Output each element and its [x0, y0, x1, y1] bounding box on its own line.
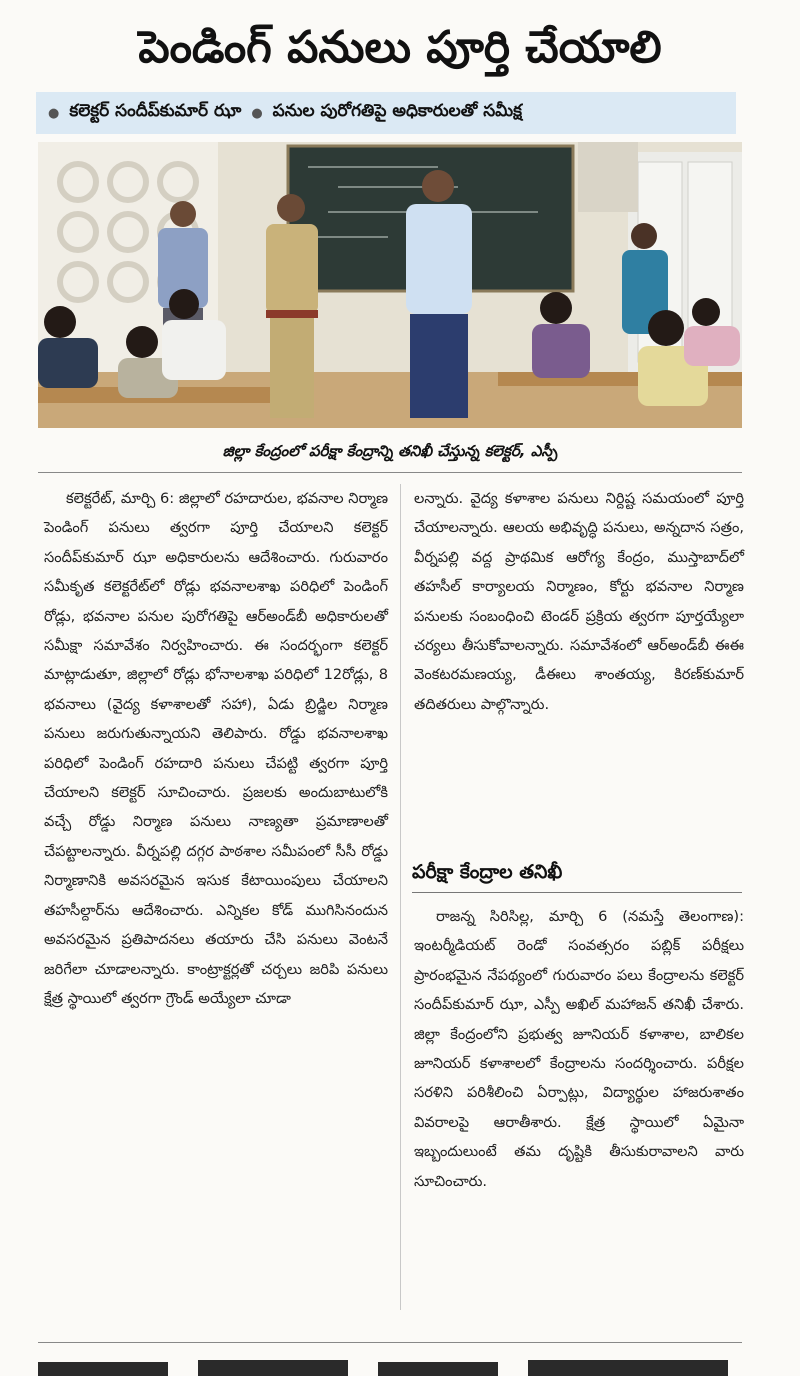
- bullet-icon: ●: [48, 105, 60, 121]
- headline: పెండింగ్‌ పనులు పూర్తి చేయాలి: [138, 22, 662, 73]
- bottom-divider: [38, 1342, 742, 1343]
- photo-caption: జిల్లా కేంద్రంలో పరీక్షా కేంద్రాన్ని తనిఖీ చేస్తున్న కలెక్టర్‌, ఎస్పీ: [222, 442, 558, 460]
- column-divider: [400, 484, 401, 1310]
- caption-divider: [38, 472, 742, 473]
- classroom-photo-illustration: [38, 142, 742, 428]
- subheadline-2: పనుల పురోగతిపై అధికారులతో సమీక్ష: [272, 101, 523, 121]
- bullet-icon: ●: [251, 105, 263, 121]
- article-paragraph: కలెక్టరేట్‌, మార్చి 6: జిల్లాలో రహదారుల, భవనాల నిర్మాణ పెండింగ్‌ పనులు త్వరగా పూర్తి చేయాలని కలెక్టర్‌ సందీప్‌కుమార్‌ ఝా అధికారులను ఆదేశించారు. గురువారం సమీకృత కలెక్టరేట్‌లో రోడ్లు భవనాలశాఖ పరిధిలో పెండింగ్‌ రోడ్లు, భవనాల పనుల పురోగతిపై ఆర్‌అండ్‌బీ అధికారులతో సమీక్షా సమావేశం నిర్వహించారు. ఈ సందర్భంగా కలెక్టర్‌ మాట్లాడుతూ, జిల్లాలో రోడ్లు భోనాలశాఖ పరిధిలో 12రోడ్లు, 8 భవనాలు (వైద్య కళాశాలతో సహా), ఏడు బ్రిడ్జిల నిర్మాణ పనులు జరుగుతున్నాయని తెలిపారు. రోడ్డు భవనాలశాఖ పరిధిలో పెండింగ్‌ రహదారి పనులు చేపట్టి త్వరగా పూర్తి చేయాలని కలెక్టర్‌ సూచించారు. ప్రజలకు అందుబాటులోకి వచ్చే రోడ్డు నిర్మాణ పనులు నాణ్యతా ప్రమాణాలతో చేపట్టాలన్నారు. వీర్నపల్లి దగ్గర పాఠశాల సమీపంలో సీసీ రోడ్డు నిర్మాణానికి అవసరమైన ఇసుక కేటాయింపులు చేయాలని తహసీల్దార్‌ను ఆదేశించారు. ఎన్నికల కోడ్‌ ముగిసినందున అవసరమైన ప్రతిపాదనలు తయారు చేసి పనులు వెంటనే జరిగేలా చూడాలన్నారు. కాంట్రాక్టర్లతో చర్చలు జరిపి పనులు క్షేత్ర స్థాయిలో త్వరగా గ్రౌండ్‌ అయ్యేలా చూడా: [44, 490, 388, 1007]
- cropped-headline-illustration: [38, 1352, 742, 1376]
- article-body-right-column-2: [414, 902, 744, 1196]
- news-photo: [38, 142, 742, 428]
- section-heading-rule: [412, 892, 742, 893]
- article-paragraph: లన్నారు. వైద్య కళాశాల పనులు నిర్దిష్ట సమయంలో పూర్తి చేయాలన్నారు. ఆలయ అభివృద్ధి పనులు, అన్నదాన సత్రం, వీర్నపల్లి వద్ద ప్రాథమిక ఆరోగ్య కేంద్రం, ముస్తాబాద్‌లో తహసీల్‌ కార్యాలయ నిర్మాణం, కోర్టు భవనాల నిర్మాణ పనులకు సంబంధించి టెండర్‌ ప్రక్రియ త్వరగా పూర్తయ్యేలా చర్యలు తీసుకోవాలన్నారు. సమావేశంలో ఆర్‌అండ్‌బీ ఈఈ వెంకటరమణయ్య, డీఈలు శాంతయ్య, కిరణ్‌కుమార్‌ తదితరులు పాల్గొన్నారు.: [414, 490, 744, 713]
- subheadline-1: కలెక్టర్‌ సందీప్‌కుమార్‌ ఝా: [69, 101, 242, 121]
- article-body-right-column: [414, 484, 744, 719]
- article-paragraph: రాజన్న సిరిసిల్ల, మార్చి 6 (నమస్తే తెలంగాణ): ఇంటర్మీడియట్‌ రెండో సంవత్సరం పబ్లిక్‌ పరీక్షలు ప్రారంభమైన నేపథ్యంలో గురువారం పలు కేంద్రాలను కలెక్టర్‌ సందీప్‌కుమార్‌ ఝా, ఎస్పీ అఖిల్‌ మహాజన్‌ తనిఖీ చేశారు. జిల్లా కేంద్రంలోని ప్రభుత్వ జూనియర్‌ కళాశాల, బాలికల జూనియర్‌ కళాశాలలో కేంద్రాలను సందర్శించారు. పరీక్షల సరళిని పరిశీలించి ఏర్పాట్లు, విద్యార్థుల హాజరుశాతం వివరాలపై ఆరాతీశారు. క్షేత్ర స్థాయిలో ఏమైనా ఇబ్బందులుంటే తమ దృష్టికి తీసుకురావాలని వారు సూచించారు.: [414, 908, 744, 1190]
- next-article-strip: [38, 1352, 742, 1376]
- subheadline-bar: [36, 92, 736, 134]
- section-heading: పరీక్షా కేంద్రాల తనిఖీ: [412, 861, 563, 883]
- article-body-left-column: [44, 484, 388, 1013]
